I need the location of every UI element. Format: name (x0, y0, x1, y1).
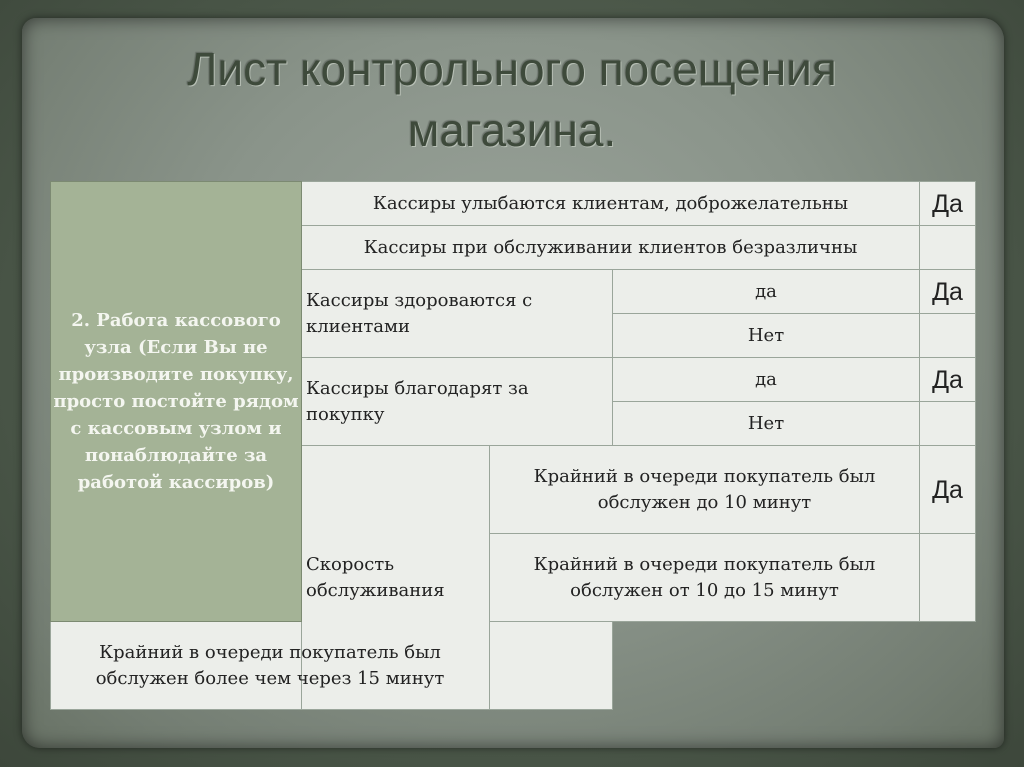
answer-cell[interactable] (490, 622, 613, 710)
slide-title-line2: магазина. (407, 104, 617, 156)
row-cashiers-indifferent: Кассиры при обслуживании клиентов безразличны (302, 226, 920, 270)
answer-cell[interactable] (920, 226, 976, 270)
option-yes: да (613, 358, 920, 402)
option-10-to-15: Крайний в очереди покупатель был обслужен от 10 до 15 минут (490, 534, 920, 622)
answer-cell[interactable]: Да (920, 182, 976, 226)
checklist-table (50, 181, 976, 710)
option-over-15: Крайний в очереди покупатель был обслужен более чем через 15 минут (51, 622, 490, 710)
option-under-10: Крайний в очереди покупатель был обслужен до 10 минут (490, 446, 920, 534)
section-label-cell (51, 182, 302, 622)
slide-title: Лист контрольного посещения (187, 43, 837, 95)
option-yes: да (613, 270, 920, 314)
answer-cell[interactable] (920, 314, 976, 358)
answer-cell[interactable]: Да (920, 446, 976, 534)
row-cashiers-smile: Кассиры улыбаются клиентам, доброжелательны (302, 182, 920, 226)
answer-cell[interactable] (920, 534, 976, 622)
group-label-speed: Скорость обслуживания (302, 446, 490, 710)
answer-cell[interactable]: Да (920, 270, 976, 314)
section-label: 2. Работа кассового узла (Если Вы не производите покупку, просто постойте рядом с кассовым узлом и понаблюдайте за работой кассиров) (53, 310, 299, 493)
answer-cell[interactable]: Да (920, 358, 976, 402)
option-no: Нет (613, 402, 920, 446)
group-label-thanks: Кассиры благодарят за покупку (302, 358, 613, 446)
option-no: Нет (613, 314, 920, 358)
answer-cell[interactable] (920, 402, 976, 446)
group-label-greet: Кассиры здороваются с клиентами (302, 270, 613, 358)
